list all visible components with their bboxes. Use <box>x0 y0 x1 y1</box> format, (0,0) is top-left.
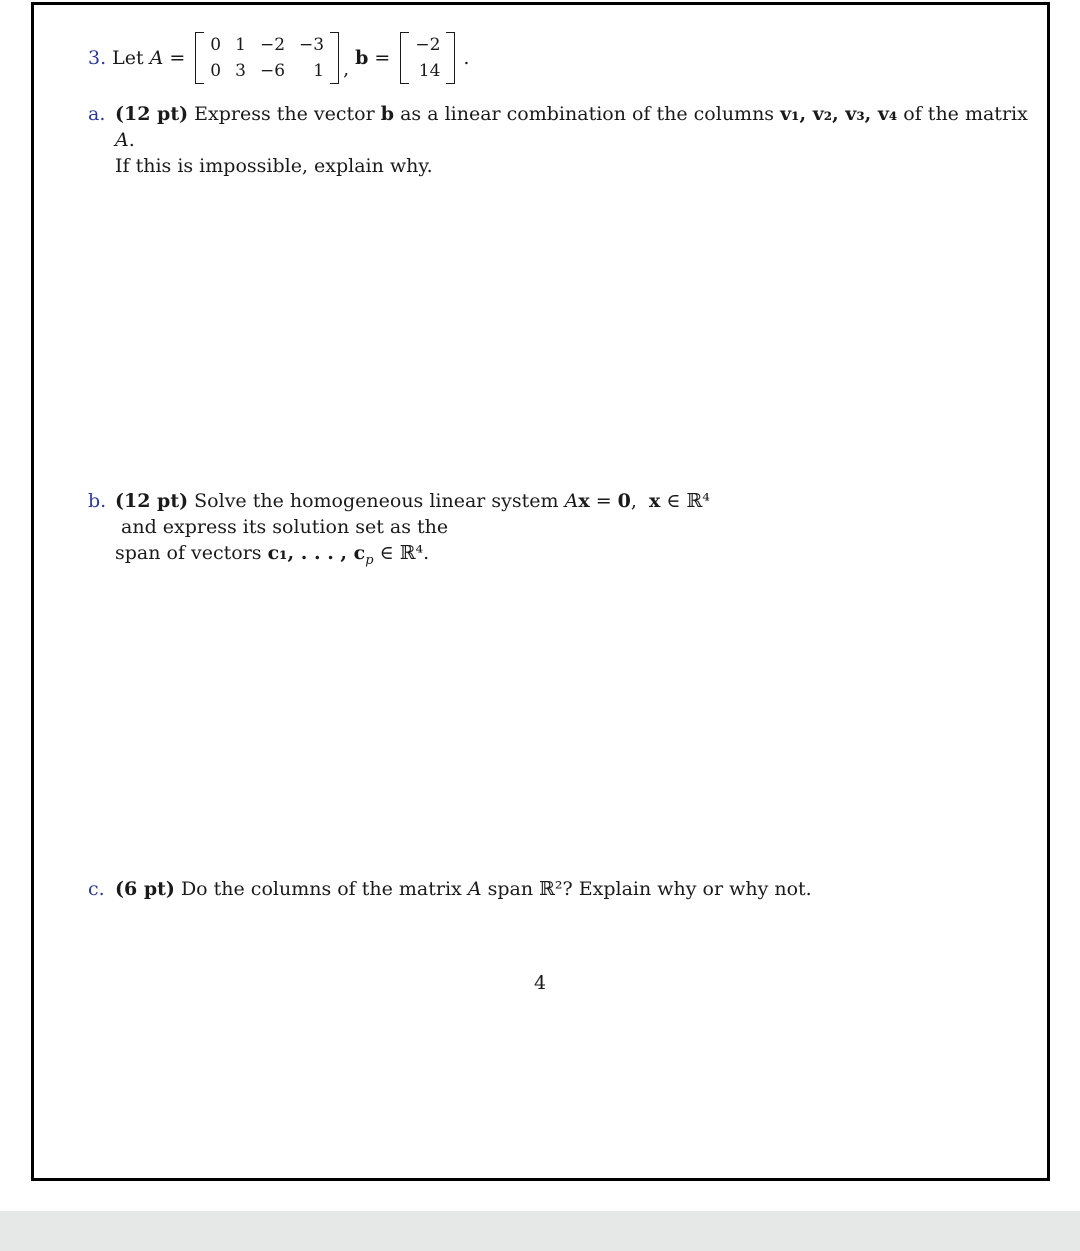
page-number: 4 <box>533 972 547 994</box>
matrix-cell: 0 <box>210 35 222 55</box>
part-b-vectors: c₁, . . . , c <box>267 542 366 564</box>
part-b-eq-mid: = <box>589 490 618 512</box>
part-b <box>88 488 1028 574</box>
part-b-label: b. <box>88 490 107 512</box>
matrix-right-bracket <box>330 32 339 84</box>
part-c-matrix-A: A <box>467 878 482 900</box>
part-b-body <box>115 488 1028 574</box>
matrix-cell: −6 <box>259 61 286 81</box>
part-c <box>88 876 1028 902</box>
let-text: Let <box>112 47 144 69</box>
part-a-points: (12 pt) <box>115 103 189 125</box>
part-b-sub-p: p <box>365 552 374 568</box>
part-b-line-2-2: ∈ ℝ⁴. <box>373 542 430 564</box>
vector-name: b <box>355 47 369 69</box>
vector-right-bracket <box>446 32 455 84</box>
part-b-line-2-1: span of vectors <box>115 542 262 564</box>
part-b-text-2: and express its solution set as the <box>115 516 449 538</box>
part-b-text-1: Solve the homogeneous linear system <box>194 490 559 512</box>
part-c-points: (6 pt) <box>115 878 175 900</box>
vector-cell: −2 <box>415 35 441 55</box>
part-b-points: (12 pt) <box>115 490 189 512</box>
part-a <box>88 101 1028 179</box>
vector-cell: 14 <box>418 61 441 81</box>
part-b-x: x <box>649 490 661 512</box>
part-b-comma: , <box>630 490 650 512</box>
part-a-body <box>115 101 1028 179</box>
part-b-eq-A: A <box>564 490 579 512</box>
part-b-eq-zero: 0 <box>617 490 631 512</box>
part-a-columns: v₁, v₂, v₃, v₄ <box>780 103 898 125</box>
part-a-text-2: as a linear combination of the columns <box>400 103 775 125</box>
matrix-left-bracket <box>195 32 204 84</box>
matrix-cell: 1 <box>235 35 246 55</box>
vector-b-grid <box>409 32 446 84</box>
part-a-label: a. <box>88 103 106 125</box>
problem-number: 3. <box>88 47 107 69</box>
matrix-cell: −3 <box>299 35 325 55</box>
equals-sign-2: = <box>374 47 391 69</box>
problem-statement <box>88 32 469 84</box>
matrix-A <box>195 32 339 84</box>
part-b-in-r4: ∈ ℝ⁴ <box>660 490 710 512</box>
part-a-matrix-A: A <box>115 129 129 151</box>
equals-sign: = <box>169 47 186 69</box>
part-a-text-3: of the matrix <box>903 103 1028 125</box>
part-b-eq-x: x <box>578 490 590 512</box>
part-a-line-2: If this is impossible, explain why. <box>115 155 433 177</box>
matrix-cell: 0 <box>210 61 222 81</box>
matrix-cell: 3 <box>235 61 246 81</box>
part-a-text-4: . <box>128 129 135 151</box>
part-c-text-2: span ℝ²? Explain why or why not. <box>487 878 812 900</box>
part-c-body <box>115 876 1028 902</box>
matrix-name: A <box>149 47 164 69</box>
vector-b <box>400 32 455 84</box>
part-a-vector-b: b <box>380 103 395 125</box>
end-period: . <box>463 47 470 69</box>
vector-left-bracket <box>400 32 409 84</box>
matrix-A-grid <box>204 32 330 84</box>
matrix-cell: 1 <box>313 61 325 81</box>
part-c-label: c. <box>88 878 105 900</box>
bottom-bar <box>0 1211 1080 1251</box>
separator-comma: , <box>343 58 350 80</box>
part-c-text-1: Do the columns of the matrix <box>180 878 462 900</box>
matrix-cell: −2 <box>259 35 286 55</box>
part-a-text-1: Express the vector <box>194 103 375 125</box>
